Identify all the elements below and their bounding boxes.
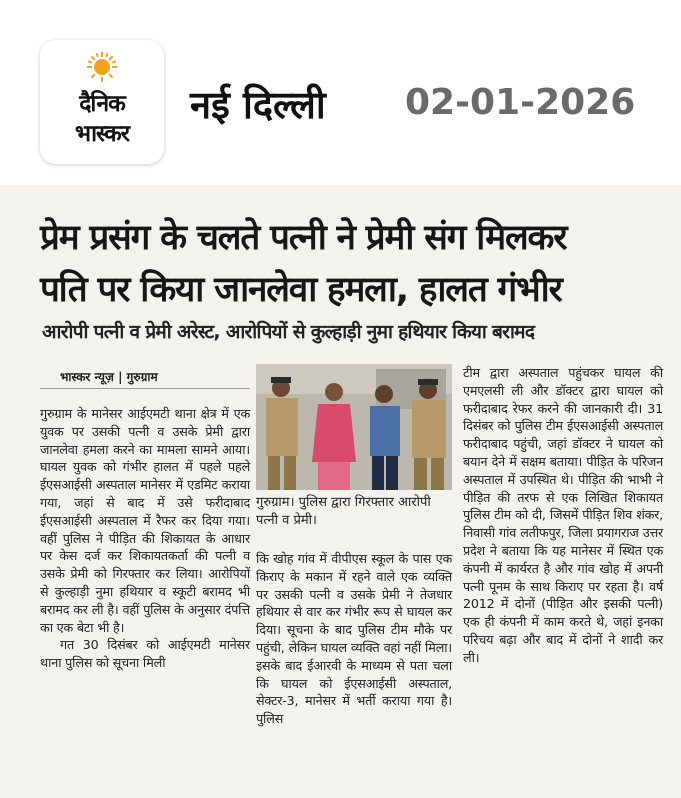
edition-date: 02-01-2026 [405, 82, 636, 123]
photo-caption: गुरुग्राम। पुलिस द्वारा गिरफ्तार आरोपी पत्नी व प्रेमी। [256, 495, 431, 528]
headline-line-2: पति पर किया जानलेवा हमला, हालत गंभीर [40, 270, 562, 310]
logo-text-line1: दैनिक [79, 91, 125, 117]
article-photo [256, 364, 452, 490]
column-1-paragraph-1: गुरुग्राम के मानेसर आईएमटी थाना क्षेत्र में एक युवक पर उसकी पत्नी व उसके प्रेमी द्वारा जानलेवा हमला करने का मामला सामने आया। घायल युवक को गंभीर हालत में पहले पहले ईएसआईसी अस्पताल मानेसर में एडमिट कराया गया, जहां से बाद में उसे फरीदाबाद ईएसआईसी अस्पताल में रैफर कर दिया गया। वहीं पुलिस ने पीड़ित की शिकायत के आधार पर केस दर्ज कर शिकायतकर्ता की पत्नी व उसके प्रेमी को गिरफ्तार कर लिया। आरोपियों से कुल्हाड़ी नुमा हथियार व स्कूटी बरामद भी बरामद कर ली है। वहीं पुलिस के अनुसार दंपत्ति का एक बेटा भी है। [40, 406, 250, 635]
article-column-3 [463, 364, 663, 784]
article-byline: भास्कर न्यूज़ | गुरुग्राम [60, 370, 158, 384]
column-2-paragraph-1: कि खोह गांव में वीपीएस स्कूल के पास एक किराए के मकान में रहने वाले एक व्यक्ति पर उसकी पत्नी व उसके प्रेमी ने तेजधार हथियार से वार कर गंभीर रूप से घायल कर दिया। सूचना के बाद पुलिस टीम मौके पर पहुंची, लेकिन घायल व्यक्ति वहां नहीं मिला। इसके बाद ईआरवी के माध्यम से पता चला कि घायल को ईएसआईसी अस्पताल, सेक्टर-3, मानेसर में भर्ती कराया गया है। पुलिस [256, 551, 452, 727]
article-column-1 [40, 405, 250, 785]
column-1-paragraph-2: गत 30 दिसंबर को आईएमटी मानेसर थाना पुलिस को सूचना मिली [40, 637, 250, 671]
logo-text-line2: भास्कर [74, 121, 130, 147]
article-column-2 [256, 550, 452, 780]
article-subheadline: आरोपी पत्नी व प्रेमी अरेस्ट, आरोपियों से कुल्हाड़ी नुमा हथियार किया बरामद [42, 321, 535, 343]
byline-divider [40, 388, 250, 389]
column-3-paragraph-1: टीम द्वारा अस्पताल पहुंचकर घायल की एमएलसी ली और डॉक्टर द्वारा घायल को फरीदाबाद रेफर करने की जानकारी दी। 31 दिसंबर को पुलिस टीम ईएसआईसी अस्पताल फरीदाबाद पहुंची, जहां डॉक्टर ने घायल को बयान देने में सक्षम बताया। पीड़ित के परिजन अस्पताल में उपस्थित थे। पीड़ित की भाभी ने पीड़ित की तरफ से एक लिखित शिकायत पुलिस टीम को दी, जिसमें पीड़ित शिव शंकर, निवासी गांव लतीफपुर, जिला प्रयागराज उत्तर प्रदेश ने बताया कि यह मानेसर में स्थित एक कंपनी में कार्यरत है और गांव खोह में अपनी पत्नी पूनम के साथ किराए पर रहता है। वर्ष 2012 में दोनों (पीड़ित और इसकी पत्नी) एक ही कंपनी में काम करते थे, जहां इनका परिचय बढ़ा और बाद में दोनों ने शादी कर ली। [463, 365, 663, 665]
edition-city: नई दिल्ली [190, 83, 326, 127]
dainik-bhaskar-logo [40, 40, 164, 164]
app-header [0, 0, 681, 185]
sun-icon [87, 52, 117, 82]
headline-line-1: प्रेम प्रसंग के चलते पत्नी ने प्रेमी संग मिलकर [40, 218, 567, 258]
police-with-accused-photo [256, 364, 452, 490]
article-headline [40, 212, 660, 316]
